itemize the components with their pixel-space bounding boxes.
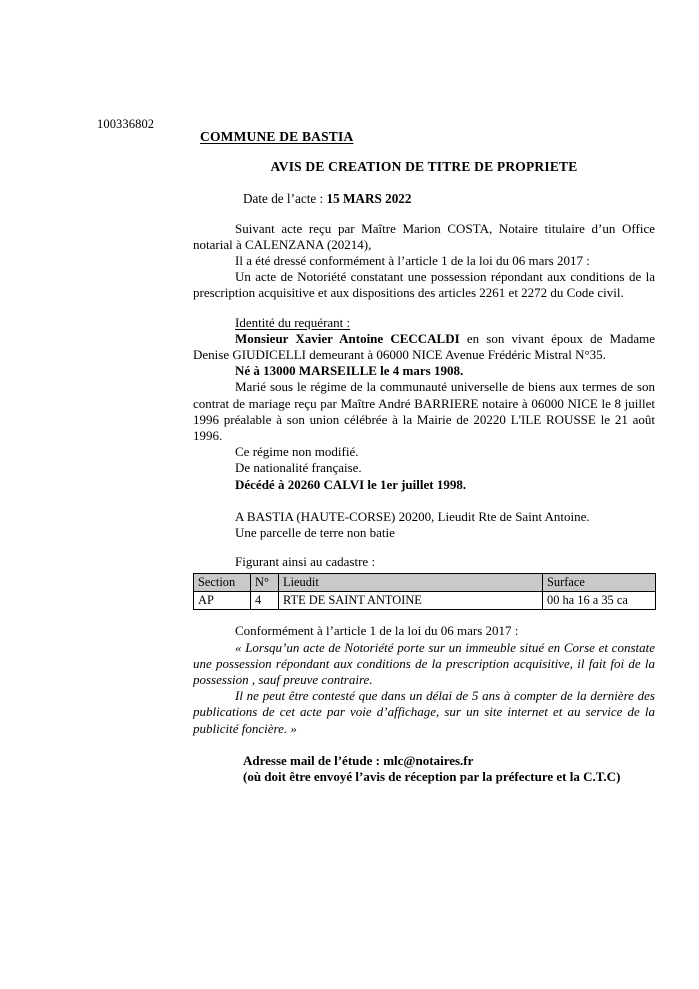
- legal-quote-2: Il ne peut être contesté que dans un délai de 5 ans à compter de la dernière des publications de cet acte par voie d’affichage, sur un site internet et au service de la publicité foncière. »: [193, 688, 655, 736]
- cell-lieudit: RTE DE SAINT ANTOINE: [279, 592, 543, 610]
- closing-note: (où doit être envoyé l’avis de réception par la préfecture et la C.T.C): [243, 769, 621, 785]
- act-date-line: [243, 191, 655, 207]
- intro-paragraph-2: Il a été dressé conformément à l’article 1 de la loi du 06 mars 2017 :: [235, 253, 590, 269]
- cadastre-table: [193, 573, 656, 610]
- identity-nationality: De nationalité française.: [235, 460, 362, 476]
- identity-heading-wrap: [193, 315, 655, 331]
- table-header-row: [194, 574, 656, 592]
- property-description: Une parcelle de terre non batie: [235, 525, 395, 541]
- document-body: [193, 129, 655, 785]
- closing-block: [193, 753, 655, 785]
- identity-name-paragraph: [193, 331, 655, 363]
- identity-death: Décédé à 20260 CALVI le 1er juillet 1998.: [235, 476, 467, 492]
- column-header-numero: N°: [251, 574, 279, 592]
- identity-marriage: Marié sous le régime de la communauté universelle de biens aux termes de son contrat de mariage reçu par Maître André BARRIERE notaire à 06000 NICE le 8 juillet 1996 préalable à son union célébrée à la Mairie de 20220 L'ILE ROUSSE le 21 août 1996.: [193, 379, 655, 444]
- reference-number: 100336802: [97, 117, 155, 131]
- cadastre-intro: Figurant ainsi au cadastre :: [235, 554, 376, 570]
- column-header-surface: Surface: [543, 574, 656, 592]
- identity-regime: Ce régime non modifié.: [235, 444, 359, 460]
- identity-birth: Né à 13000 MARSEILLE le 4 mars 1908.: [235, 363, 464, 379]
- cell-surface: 00 ha 16 a 35 ca: [543, 592, 656, 610]
- column-header-section: Section: [194, 574, 251, 592]
- cell-section: AP: [194, 592, 251, 610]
- page-title: AVIS DE CREATION DE TITRE DE PROPRIETE: [270, 159, 578, 175]
- property-location: A BASTIA (HAUTE-CORSE) 20200, Lieudit Rte de Saint Antoine.: [235, 508, 590, 524]
- intro-paragraph-1: Suivant acte reçu par Maître Marion COSTA, Notaire titulaire d’un Office notarial à CALENZANA (20214),: [193, 220, 655, 252]
- legal-quote-1: « Lorsqu’un acte de Notoriété porte sur un immeuble situé en Corse et constate une possession répondant aux conditions de la prescription acquisitive, il fait foi de la possession , sauf preuve contraire.: [193, 639, 655, 688]
- act-date-label: Date de l’acte :: [243, 191, 327, 207]
- requester-name: Monsieur Xavier Antoine CECCALDI: [235, 330, 460, 346]
- column-header-lieudit: Lieudit: [279, 574, 543, 592]
- table-row: [194, 592, 656, 610]
- requester-details: en son vivant époux de Madame Denise GIUDICELLI demeurant à 06000 NICE Avenue Frédéric Mistral N°35.: [193, 330, 656, 363]
- commune-heading: COMMUNE DE BASTIA: [200, 129, 354, 144]
- cell-numero: 4: [251, 592, 279, 610]
- intro-paragraph-3: Un acte de Notoriété constatant une possession répondant aux conditions de la prescription acquisitive et aux dispositions des articles 2261 et 2272 du Code civil.: [193, 269, 655, 301]
- study-email-line: Adresse mail de l’étude : mlc@notaires.fr: [243, 752, 474, 768]
- identity-heading: Identité du requérant :: [235, 314, 351, 330]
- act-date-value: 15 MARS 2022: [326, 191, 412, 207]
- legal-intro: Conformément à l’article 1 de la loi du 06 mars 2017 :: [235, 623, 519, 639]
